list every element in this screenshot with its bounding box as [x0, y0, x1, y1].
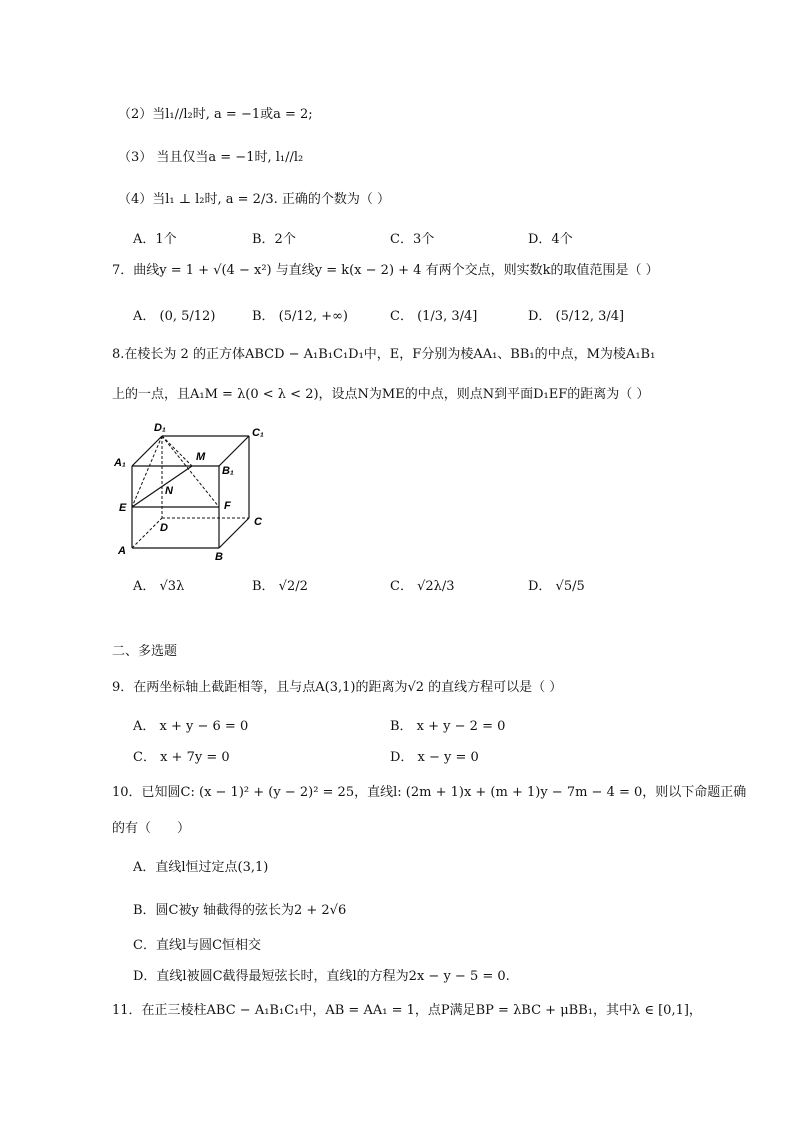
q8-stem-line2: 上的一点，且A₁M = λ(0 < λ < 2)，设点N为ME的中点，则点N到平面D₁EF的距离为（ ）: [112, 387, 650, 402]
label-a: A: [118, 545, 126, 557]
q6-option-d: D．4个: [528, 232, 573, 247]
label-n: N: [165, 485, 173, 497]
label-e: E: [119, 502, 127, 514]
q9-option-a: A． x + y − 6 = 0: [133, 719, 249, 734]
q9-option-c: C． x + 7y = 0: [133, 750, 230, 765]
q7-option-a: A． (0, 5/12): [133, 309, 216, 324]
q6-option-a: A．1个: [133, 232, 177, 247]
q7-option-c: C． (1/3, 3/4]: [390, 309, 478, 324]
q10-option-b: B．圆C被y 轴截得的弦长为2 + 2√6: [133, 903, 347, 918]
label-m: M: [196, 451, 206, 463]
q10-option-a: A．直线l恒过定点(3,1): [133, 860, 269, 875]
section-title: 二、多选题: [112, 644, 178, 659]
q8-option-b: B． √2/2: [252, 579, 308, 594]
q10-stem-line2: 的有（ ）: [112, 821, 191, 836]
q6-option-c: C．3个: [390, 232, 435, 247]
q8-option-a: A． √3λ: [133, 579, 185, 594]
q6-option-b: B．2个: [252, 232, 296, 247]
label-d1: D₁: [154, 422, 166, 434]
q8-option-d: D． √5/5: [528, 579, 585, 594]
label-c1: C₁: [252, 427, 264, 439]
label-d: D: [160, 522, 168, 534]
q10-option-d: D．直线l被圆C截得最短弦长时，直线l的方程为2x − y − 5 = 0.: [133, 969, 510, 984]
q11-stem: 11．在正三棱柱ABC − A₁B₁C₁中，AB = AA₁ = 1，点P满足BP = λBC + μBB₁，其中λ ∈ [0,1]，: [112, 1003, 702, 1018]
q8-stem-line1: 8.在棱长为 2 的正方体ABCD − A₁B₁C₁D₁中，E，F分别为棱AA₁、BB₁的中点，M为棱A₁B₁: [112, 347, 656, 362]
q10-stem-line1: 10．已知圆C: (x − 1)² + (y − 2)² = 25，直线l: (2m + 1)x + (m + 1)y − 7m − 4 = 0，则以下命题正确: [112, 785, 747, 800]
q6-statement-2: （2）当l₁//l₂时, a = −1或a = 2;: [118, 107, 313, 122]
label-c: C: [254, 516, 262, 528]
q7-option-b: B． (5/12, +∞): [252, 309, 349, 324]
q9-stem: 9．在两坐标轴上截距相等，且与点A(3,1)的距离为√2 的直线方程可以是（ ）: [112, 680, 563, 695]
q6-statement-3: （3） 当且仅当a = −1时, l₁//l₂: [118, 150, 304, 165]
q9-option-b: B． x + y − 2 = 0: [390, 719, 506, 734]
q6-statement-4: （4）当l₁ ⊥ l₂时, a = 2/3. 正确的个数为（ ）: [118, 192, 390, 207]
label-f: F: [224, 500, 231, 512]
q8-option-c: C． √2λ/3: [390, 579, 455, 594]
label-b: B: [215, 551, 223, 563]
cube-figure: [110, 418, 285, 563]
label-b1: B₁: [222, 465, 234, 477]
label-a1: A₁: [114, 457, 126, 469]
q9-option-d: D． x − y = 0: [390, 750, 479, 765]
q10-option-c: C．直线l与圆C恒相交: [133, 938, 262, 953]
q7-option-d: D． (5/12, 3/4]: [528, 309, 625, 324]
q7-stem: 7．曲线y = 1 + √(4 − x²) 与直线y = k(x − 2) + 4 有两个交点，则实数k的取值范围是（ ）: [112, 263, 659, 278]
